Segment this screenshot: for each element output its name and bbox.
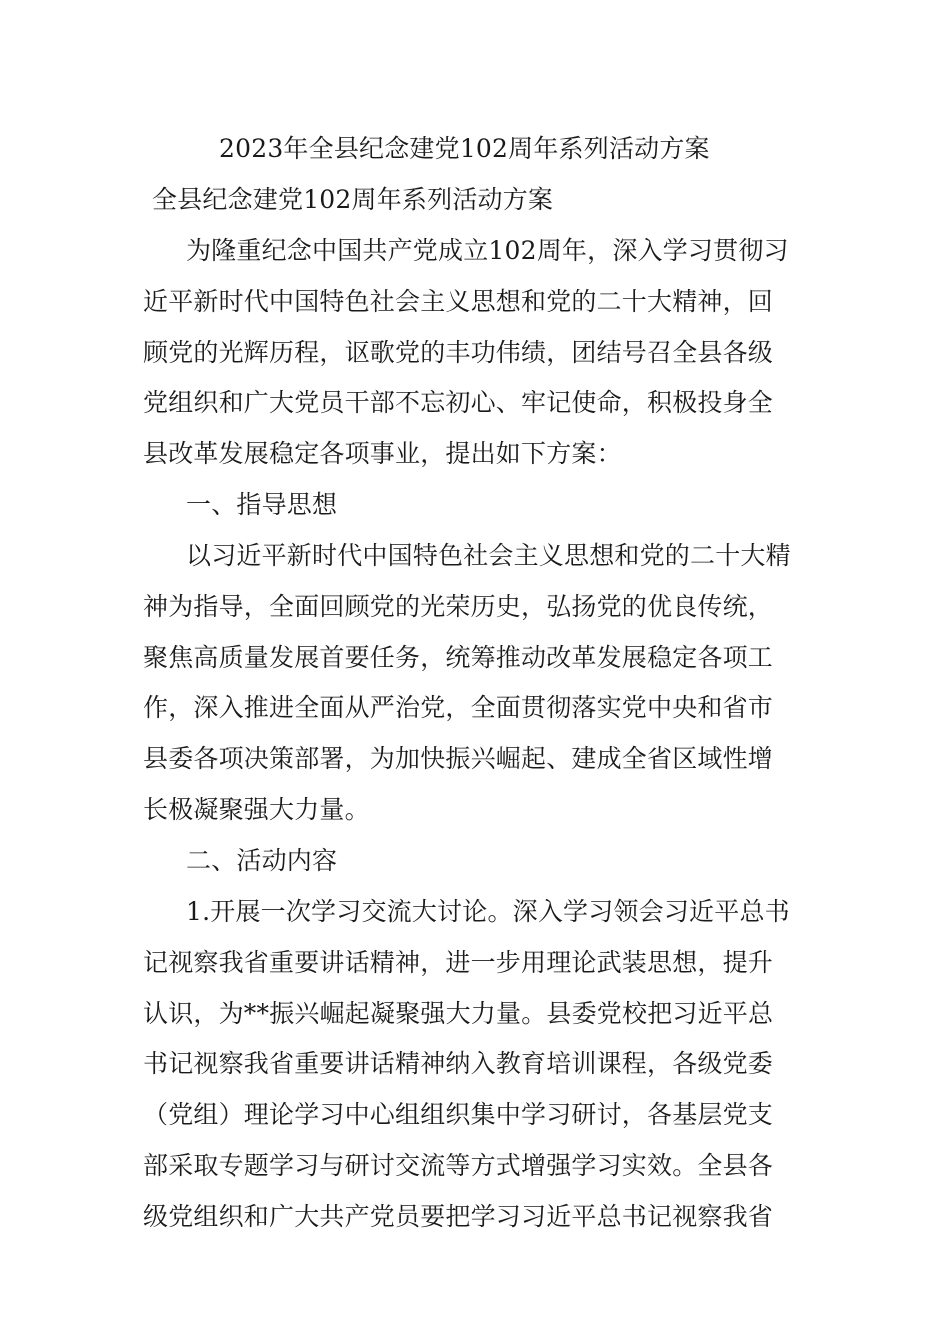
intro-line: 为隆重纪念中国共产党成立102周年，深入学习贯彻习 — [186, 236, 789, 265]
intro-line: 顾党的光辉历程，讴歌党的丰功伟绩，团结号召全县各级 — [143, 338, 774, 367]
section-heading: 二、活动内容 — [186, 846, 338, 875]
section-heading: 一、指导思想 — [186, 490, 338, 519]
section2-line: 书记视察我省重要讲话精神纳入教育培训课程，各级党委 — [143, 1049, 774, 1078]
document-title: 2023年全县纪念建党102周年系列活动方案 — [219, 134, 710, 163]
intro-line: 近平新时代中国特色社会主义思想和党的二十大精神，回 — [143, 287, 774, 316]
section1-line: 神为指导，全面回顾党的光荣历史，弘扬党的优良传统， — [143, 592, 774, 621]
section1-line: 作，深入推进全面从严治党，全面贯彻落实党中央和省市 — [143, 693, 774, 722]
section2-line: （党组）理论学习中心组组织集中学习研讨，各基层党支 — [143, 1100, 774, 1129]
section1-line: 长极凝聚强大力量。 — [143, 795, 370, 824]
section2-line: 认识，为**振兴崛起凝聚强大力量。县委党校把习近平总 — [143, 999, 774, 1028]
section1-line: 县委各项决策部署，为加快振兴崛起、建成全省区域性增 — [143, 744, 774, 773]
section2-line: 1.开展一次学习交流大讨论。深入学习领会习近平总书 — [186, 897, 790, 926]
section2-line: 部采取专题学习与研讨交流等方式增强学习实效。全县各 — [143, 1151, 774, 1180]
document-subtitle: 全县纪念建党102周年系列活动方案 — [152, 185, 554, 214]
section1-line: 以习近平新时代中国特色社会主义思想和党的二十大精 — [186, 541, 791, 570]
intro-line: 县改革发展稳定各项事业，提出如下方案： — [143, 439, 622, 468]
section2-line: 级党组织和广大共产党员要把学习习近平总书记视察我省 — [143, 1202, 774, 1231]
intro-line: 党组织和广大党员干部不忘初心、牢记使命，积极投身全 — [143, 388, 774, 417]
section2-line: 记视察我省重要讲话精神，进一步用理论武装思想，提升 — [143, 948, 774, 977]
section1-line: 聚焦高质量发展首要任务，统筹推动改革发展稳定各项工 — [143, 643, 774, 672]
